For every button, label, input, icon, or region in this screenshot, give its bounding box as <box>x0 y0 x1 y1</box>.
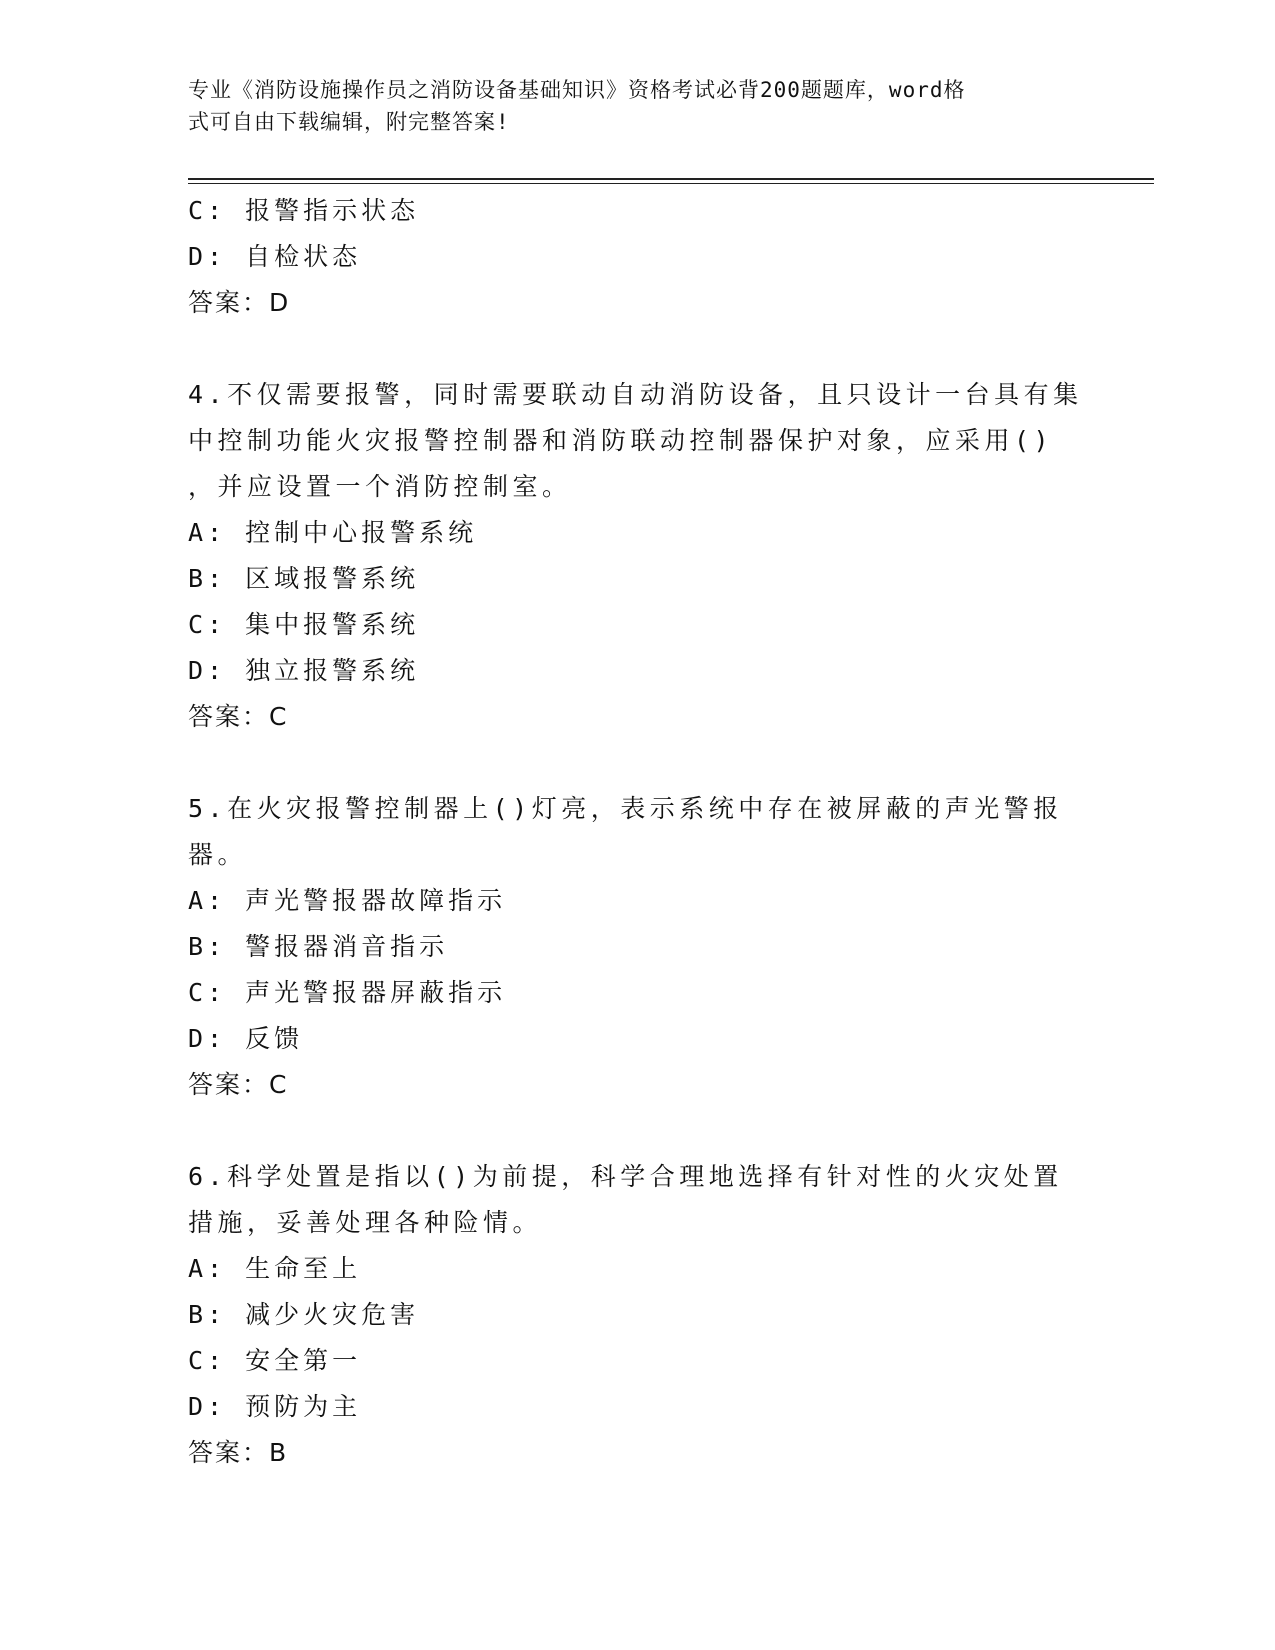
option-a: A: 生命至上 <box>188 1254 362 1283</box>
option-c: C: 声光警报器屏蔽指示 <box>188 978 507 1007</box>
stem-line: 中控制功能火灾报警控制器和消防联动控制器保护对象，应采用() <box>188 426 1054 455</box>
stem-line: 措施，妥善处理各种险情。 <box>188 1208 543 1237</box>
stem-line: ，并应设置一个消防控制室。 <box>188 472 572 501</box>
question-5 <box>188 786 1088 1108</box>
option-d: D: 反馈 <box>188 1024 304 1053</box>
option-a: A: 声光警报器故障指示 <box>188 886 507 915</box>
option-c: C: 集中报警系统 <box>188 610 420 639</box>
option-d: D: 预防为主 <box>188 1392 362 1421</box>
header-line-2: 式可自由下载编辑，附完整答案! <box>188 110 510 134</box>
document-body <box>188 188 1088 1476</box>
question-6 <box>188 1154 1088 1476</box>
answer: 答案：C <box>188 702 289 731</box>
option-c: C: 报警指示状态 <box>188 196 420 225</box>
question-stem <box>188 786 1088 878</box>
stem-line: 6.科学处置是指以()为前提，科学合理地选择有针对性的火灾处置 <box>188 1162 1063 1191</box>
answer: 答案：C <box>188 1070 289 1099</box>
question-3-tail <box>188 188 1088 326</box>
option-a: A: 控制中心报警系统 <box>188 518 478 547</box>
stem-line: 器。 <box>188 840 248 869</box>
option-d: D: 独立报警系统 <box>188 656 420 685</box>
answer: 答案：B <box>188 1438 289 1467</box>
option-b: B: 减少火灾危害 <box>188 1300 420 1329</box>
answer: 答案：D <box>188 288 291 317</box>
page-header <box>188 74 1068 138</box>
question-stem <box>188 372 1088 510</box>
header-line-1: 专业《消防设施操作员之消防设备基础知识》资格考试必背200题题库，word格 <box>188 78 966 102</box>
header-divider-thick <box>188 178 1154 180</box>
stem-line: 4.不仅需要报警，同时需要联动自动消防设备，且只设计一台具有集 <box>188 380 1083 409</box>
option-b: B: 区域报警系统 <box>188 564 420 593</box>
stem-line: 5.在火灾报警控制器上()灯亮，表示系统中存在被屏蔽的声光警报 <box>188 794 1063 823</box>
header-divider-thin <box>188 183 1154 184</box>
question-4 <box>188 372 1088 740</box>
question-stem <box>188 1154 1088 1246</box>
option-c: C: 安全第一 <box>188 1346 362 1375</box>
option-d: D: 自检状态 <box>188 242 362 271</box>
option-b: B: 警报器消音指示 <box>188 932 449 961</box>
